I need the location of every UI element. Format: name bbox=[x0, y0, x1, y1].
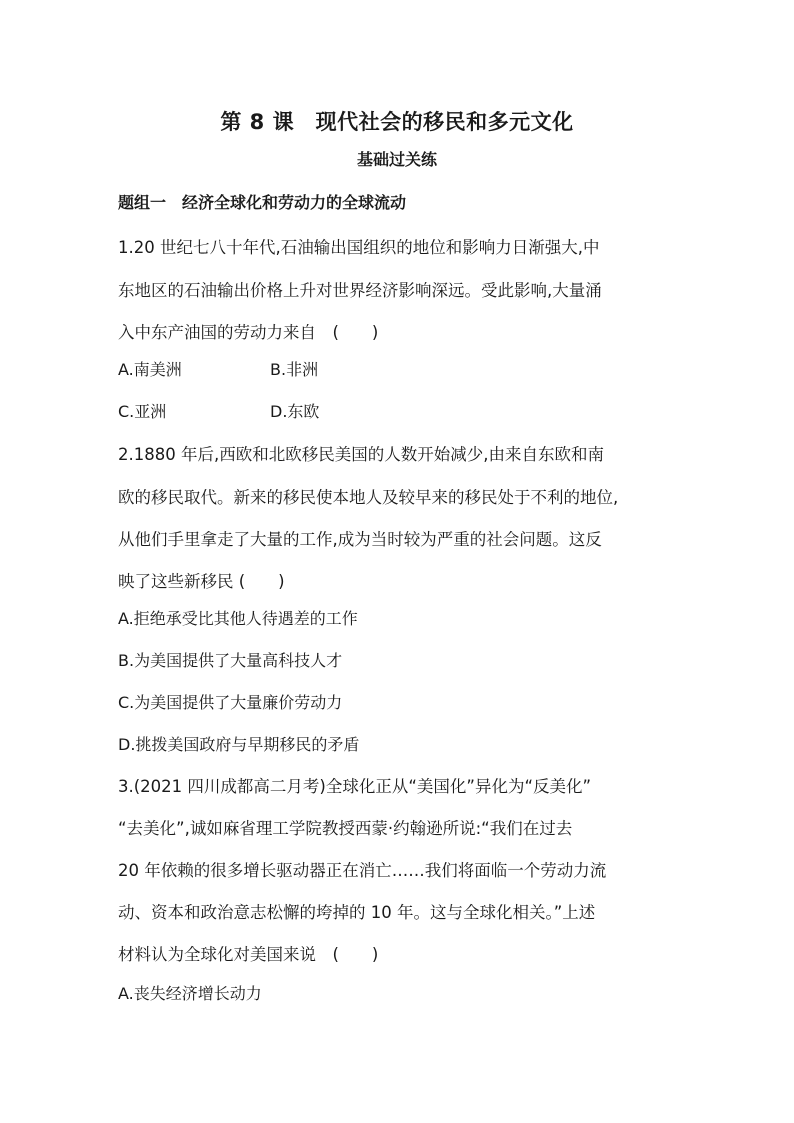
question-text-line: 3.(2021 四川成都高二月考)全球化正从“美国化”异化为“反美化” bbox=[118, 777, 592, 796]
question-text-line: 20 年依赖的很多增长驱动器正在消亡……我们将面临一个劳动力流 bbox=[118, 861, 607, 880]
option-b[interactable]: B.为美国提供了大量高科技人才 bbox=[118, 651, 343, 670]
question-text-line: 欧的移民取代。新来的移民使本地人及较早来的移民处于不利的地位, bbox=[118, 488, 619, 507]
question-text-line: 材料认为全球化对美国来说 ( ) bbox=[118, 945, 379, 964]
question-text-line: 1.20 世纪七八十年代,石油输出国组织的地位和影响力日渐强大,中 bbox=[118, 238, 600, 257]
question-group-title: 题组一 经济全球化和劳动力的全球流动 bbox=[118, 193, 407, 212]
page-title: 第 8 课 现代社会的移民和多元文化 bbox=[220, 110, 574, 134]
question-text-line: “去美化”,诚如麻省理工学院教授西蒙·约翰逊所说:“我们在过去 bbox=[118, 819, 573, 838]
option-b[interactable]: B.非洲 bbox=[270, 360, 319, 379]
question-text-line: 动、资本和政治意志松懈的垮掉的 10 年。这与全球化相关。”上述 bbox=[118, 903, 596, 922]
question-text-line: 从他们手里拿走了大量的工作,成为当时较为严重的社会问题。这反 bbox=[118, 530, 602, 549]
option-c[interactable]: C.亚洲 bbox=[118, 402, 167, 421]
question-text-line: 2.1880 年后,西欧和北欧移民美国的人数开始减少,由来自东欧和南 bbox=[118, 445, 604, 464]
section-subtitle: 基础过关练 bbox=[356, 150, 437, 169]
option-a[interactable]: A.南美洲 bbox=[118, 360, 182, 379]
option-d[interactable]: D.东欧 bbox=[270, 402, 320, 421]
option-c[interactable]: C.为美国提供了大量廉价劳动力 bbox=[118, 693, 343, 712]
option-a[interactable]: A.丧失经济增长动力 bbox=[118, 984, 262, 1003]
option-d[interactable]: D.挑拨美国政府与早期移民的矛盾 bbox=[118, 735, 360, 754]
question-text-line: 东地区的石油输出价格上升对世界经济影响深远。受此影响,大量涌 bbox=[118, 281, 602, 300]
question-text-line: 映了这些新移民 ( ) bbox=[118, 572, 285, 591]
option-a[interactable]: A.拒绝承受比其他人待遇差的工作 bbox=[118, 609, 358, 628]
question-text-line: 入中东产油国的劳动力来自 ( ) bbox=[118, 323, 379, 342]
